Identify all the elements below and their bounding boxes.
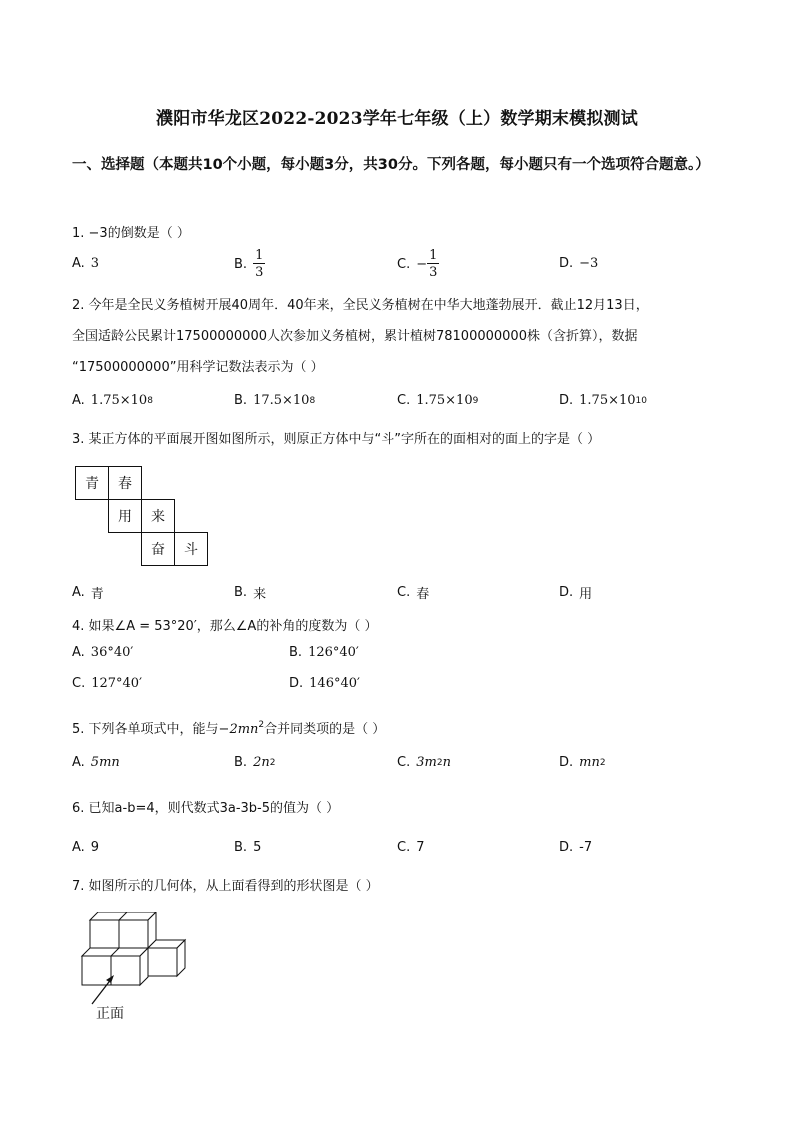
option-c: C. 3m 2 n [397, 755, 451, 770]
front-face [111, 956, 140, 985]
option-d: D. mn 2 [559, 755, 606, 770]
question-1-options [72, 248, 732, 282]
section-header: 一、选择题（本题共10个小题，每小题3分，共30分。下列各题，每小题只有一个选项符合题意。） [72, 157, 710, 173]
front-face [90, 920, 119, 948]
fraction: $\frac{1}{3}$ [429, 248, 438, 280]
question-4-options-row-1 [72, 645, 732, 671]
page-title: 濮阳市华龙区2022-2023学年七年级（上）数学期末模拟测试 [156, 109, 638, 129]
question-2-options [72, 393, 732, 419]
option-c: C. 7 [397, 840, 425, 855]
option-c: C. 春 [397, 585, 430, 602]
option-d: D. 1.75×10 10 [559, 393, 647, 408]
net-cell: 斗 [174, 532, 208, 566]
option-d: D. 146°40′ [289, 676, 360, 691]
question-3-stem: 3. 某正方体的平面展开图如图所示，则原正方体中与“斗”字所在的面相对的面上的字是（ ） [72, 432, 601, 447]
option-b: B. 5 [234, 840, 262, 855]
front-face [119, 920, 148, 948]
option-a: A. 3 [72, 256, 100, 271]
question-2-stem-line-1: 2. 今年是全民义务植树开展40周年．40年来，全民义务植树在中华大地蓬勃展开．截止12月13日， [72, 298, 649, 313]
option-d: D. −3 [559, 256, 599, 271]
net-cell: 青 [75, 466, 109, 500]
option-a: A. 36°40′ [72, 645, 134, 660]
question-4-stem: 4. 如果∠A = 53°20′，那么∠A的补角的度数为（ ） [72, 619, 378, 634]
question-2-stem-line-3: “17500000000”用科学记数法表示为（ ） [72, 360, 324, 375]
option-b: B. 126°40′ [289, 645, 359, 660]
question-4-options-row-2 [72, 676, 732, 702]
question-6-options [72, 840, 732, 866]
option-c: C. − $\frac{1}{3}$ [397, 248, 438, 280]
question-3-options [72, 583, 732, 609]
option-d: D. 用 [559, 585, 593, 602]
net-cell: 春 [108, 466, 142, 500]
option-a: A. 1.75×10 8 [72, 393, 153, 408]
option-a: A. 5mn [72, 755, 120, 770]
question-7-stem: 7. 如图所示的几何体，从上面看得到的形状图是（ ） [72, 879, 379, 894]
front-face [148, 948, 177, 976]
net-cell: 用 [108, 499, 142, 533]
fraction: $\frac{1}{3}$ [255, 248, 264, 280]
option-b: B. 来 [234, 585, 267, 602]
option-c: C. 1.75×10 9 [397, 393, 479, 408]
question-2-stem-line-2: 全国适龄公民累计17500000000人次参加义务植树，累计植树78100000000株（含折算），数据 [72, 329, 638, 344]
option-b: B. $\frac{1}{3}$ [234, 248, 264, 280]
figure-label: 正面 [96, 1006, 124, 1022]
question-1-stem: 1. −3的倒数是（ ） [72, 226, 190, 241]
front-face [82, 956, 111, 985]
question-5-options [72, 755, 732, 781]
option-a: A. 青 [72, 585, 104, 602]
net-cell: 来 [141, 499, 175, 533]
option-d: D. -7 [559, 840, 593, 855]
option-b: B. 17.5×10 8 [234, 393, 316, 408]
option-c: C. 127°40′ [72, 676, 143, 691]
option-b: B. 2n 2 [234, 755, 276, 770]
cube-stack-figure [76, 912, 192, 1024]
net-cell: 奋 [141, 532, 175, 566]
question-6-stem: 6. 已知a-b=4，则代数式3a-3b-5的值为（ ） [72, 801, 340, 816]
option-a: A. 9 [72, 840, 100, 855]
question-5-stem: 5. 下列各单项式中，能与$-2mn^2$合并同类项的是（ ） [72, 720, 386, 737]
